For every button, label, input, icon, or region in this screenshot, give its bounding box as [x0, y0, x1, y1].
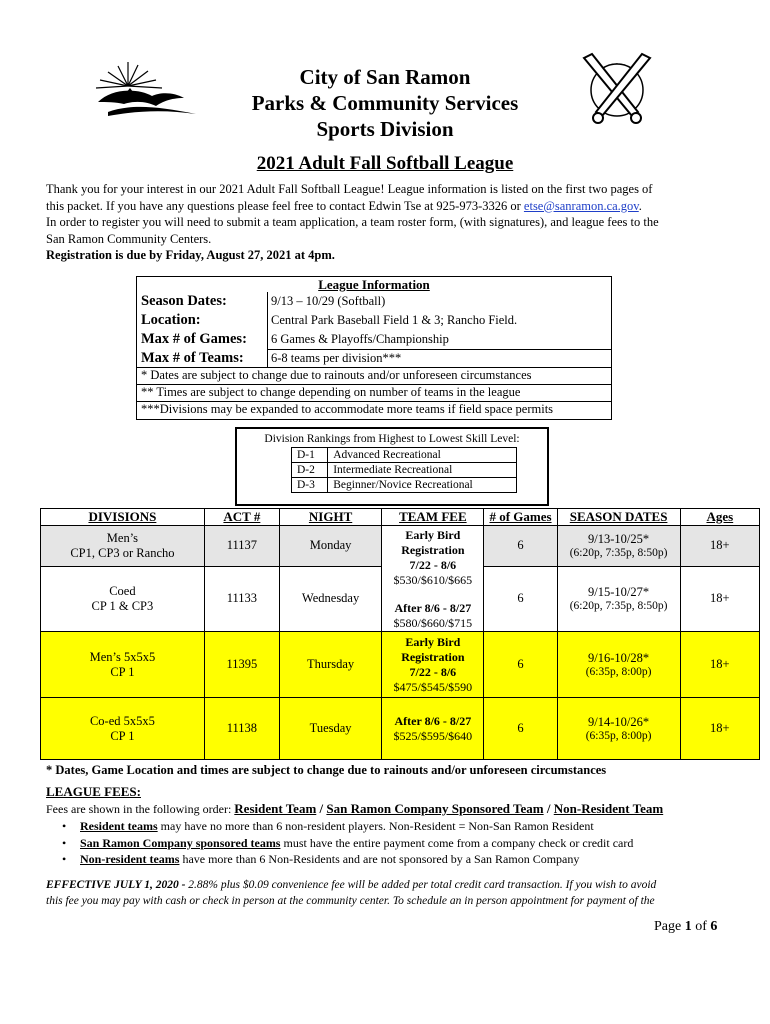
division-row: D-2 Intermediate Recreational	[292, 463, 517, 478]
intro-line-4: San Ramon Community Centers.	[46, 231, 212, 246]
info-row: Location: Central Park Baseball Field 1 & 3; Rancho Field.	[141, 312, 518, 328]
intro-line-2: this packet. If you have any questions please feel free to contact Edwin Tse at 925-973-3326 or etse@sanramon.ca.gov.	[46, 198, 642, 213]
division-rankings-table	[291, 447, 517, 493]
league-info-box	[136, 276, 612, 420]
schedule-header-row: DIVISIONS ACT # NIGHT TEAM FEE # of Games SEASON DATES Ages	[41, 509, 760, 526]
fees-heading: LEAGUE FEES:	[46, 784, 141, 799]
list-item: • Non-resident teams have more than 6 Non-Residents and are not sponsored by a San Ramon Company	[62, 851, 633, 868]
division-name: Sports Division	[316, 117, 454, 141]
division-row: D-3 Beginner/Novice Recreational	[292, 478, 517, 493]
table-row: Coed CP 1 & CP3 11133 Wednesday 6 9/15-10/27* (6:20p, 7:35p, 8:50p) 18+	[41, 566, 760, 631]
page-title: 2021 Adult Fall Softball League	[256, 153, 514, 174]
table-row: Men’s CP1, CP3 or Rancho 11137 Monday Early Bird Registration 7/22 - 8/6 $530/$610/$665 After 8/6 - 8/27 $580/$660/$715 6 9/13-10/25* (6:20p, 7:35p, 8:50p) 18+	[41, 526, 760, 567]
fees-list	[62, 818, 633, 868]
registration-deadline: Registration is due by Friday, August 27, 2021 at 4pm.	[46, 248, 335, 262]
division-rankings-box	[235, 427, 549, 506]
intro-line-1: Thank you for your interest in our 2021 Adult Fall Softball League! League information is listed on the first two pages of	[46, 182, 653, 196]
info-note: ***Divisions may be expanded to accommodate more teams if field space permits	[141, 402, 554, 416]
division-row: D-1 Advanced Recreational	[292, 448, 517, 463]
page-number: Page 1 of 6	[654, 919, 718, 934]
info-note: ** Times are subject to change depending on number of teams in the league	[141, 385, 521, 399]
schedule-footnote: * Dates, Game Location and times are subject to change due to rainouts and/or unforeseen circumstances	[46, 763, 607, 777]
convenience-fee-line-1: EFFECTIVE JULY 1, 2020 - 2.88% plus $0.09 convenience fee will be added per total credit card transaction. If you wish to avoid	[46, 879, 657, 891]
info-row: Max # of Games: 6 Games & Playoffs/Championship	[141, 331, 449, 347]
league-info-heading: League Information	[318, 277, 430, 292]
schedule-table	[40, 508, 760, 760]
email-link[interactable]: etse@sanramon.ca.gov	[523, 198, 639, 213]
table-row: Co-ed 5x5x5 CP 1 11138 Tuesday After 8/6 - 8/27 $525/$595/$640 6 9/14-10/26* (6:35p, 8:00p) 18+	[41, 698, 760, 760]
division-rankings-heading: Division Rankings from Highest to Lowest Skill Level:	[264, 433, 520, 445]
list-item: • Resident teams may have no more than 6 non-resident players. Non-Resident = Non-San Ramon Resident	[62, 818, 633, 835]
fees-order-line: Fees are shown in the following order: Resident Team / San Ramon Company Sponsored Team / Non-Resident Team	[46, 801, 664, 816]
info-row: Max # of Teams: 6-8 teams per division***	[141, 350, 402, 366]
intro-line-3: In order to register you will need to submit a team application, a team roster form, (with signatures), and league fees to the	[46, 215, 659, 229]
convenience-fee-line-2: this fee you may pay with cash or check in person at the community center. To schedule an in person appointment for payment of the	[46, 895, 655, 907]
table-row: Men’s 5x5x5 CP 1 11395 Thursday Early Bird Registration 7/22 - 8/6 $475/$545/$590 6 9/16-10/28* (6:35p, 8:00p) 18+	[41, 632, 760, 698]
info-note: * Dates are subject to change due to rainouts and/or unforeseen circumstances	[141, 368, 532, 382]
info-row: Season Dates: 9/13 – 10/29 (Softball)	[141, 293, 386, 309]
department-name: Parks & Community Services	[251, 91, 519, 115]
list-item: • San Ramon Company sponsored teams must have the entire payment come from a company check or credit card	[62, 835, 633, 852]
org-name: City of San Ramon	[299, 65, 471, 89]
